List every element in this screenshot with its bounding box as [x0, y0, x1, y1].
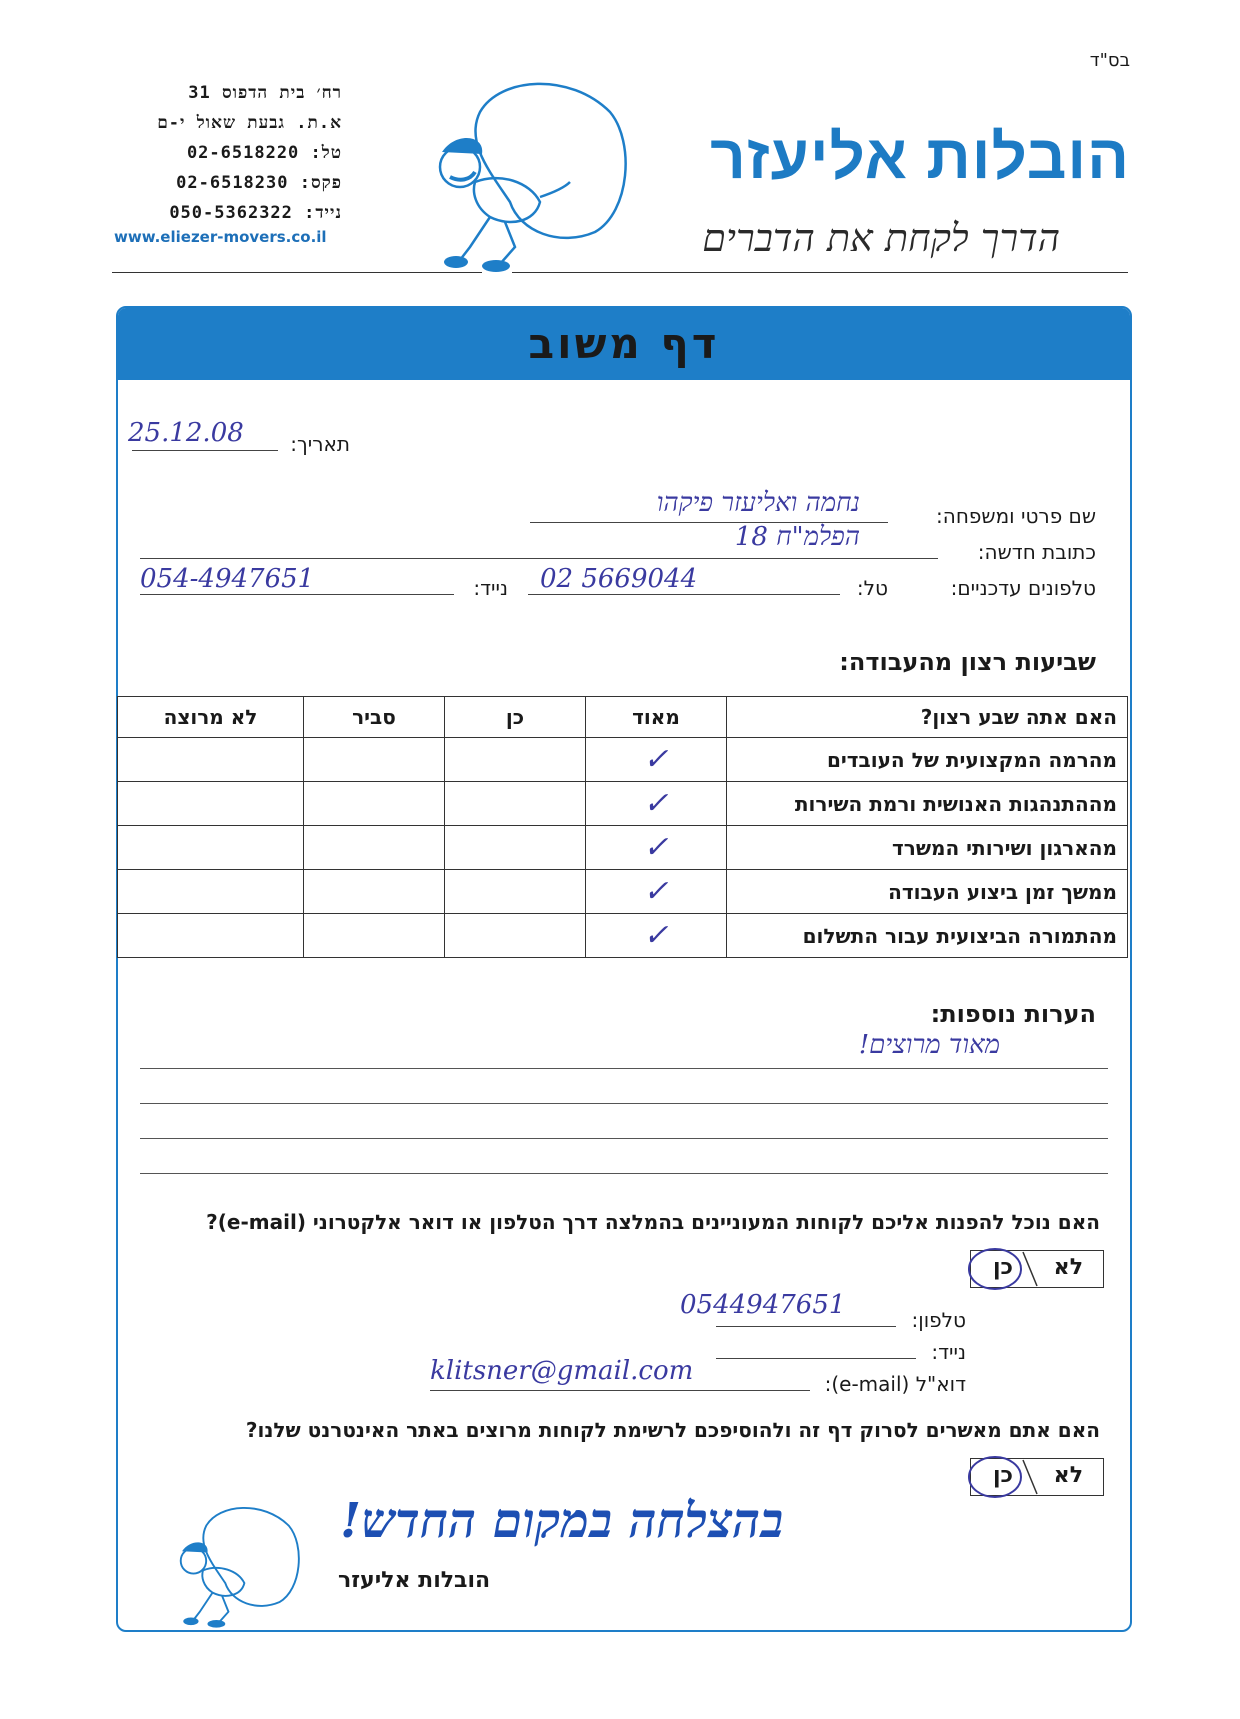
consent-selection-circle	[965, 1452, 1105, 1502]
date-value[interactable]: 25.12.08	[128, 418, 244, 448]
checkmark[interactable]: ✓	[586, 870, 727, 914]
contact-address: רח׳ בית הדפוס 31	[188, 83, 342, 103]
address-label: כתובת חדשה:	[977, 540, 1096, 564]
notes-lines	[140, 1068, 1108, 1174]
checkmark[interactable]: ✓	[586, 826, 727, 870]
referral-phone-label: טלפון:	[911, 1308, 966, 1332]
closing-greeting: בהצלחה במקום החדש!	[340, 1493, 784, 1549]
company-brand-name: הובלות אליעזר	[710, 123, 1130, 192]
table-row	[118, 738, 1128, 782]
tel-line	[528, 594, 840, 595]
name-label: שם פרטי ומשפחה:	[936, 504, 1096, 528]
mobile-line	[140, 594, 454, 595]
referral-email-value[interactable]: klitsner@gmail.com	[430, 1356, 694, 1386]
notes-title: הערות נוספות:	[930, 1000, 1096, 1028]
header-divider-left	[112, 272, 482, 273]
name-value[interactable]: נחמה ואליעזר פיקהו	[656, 488, 860, 518]
table-row	[118, 870, 1128, 914]
cell-unsatisfied[interactable]	[118, 826, 304, 870]
cell-reasonable[interactable]	[304, 782, 445, 826]
phones-label: טלפונים עדכניים:	[950, 576, 1096, 600]
mover-mascot-logo	[420, 72, 640, 272]
date-label: תאריך:	[290, 432, 350, 456]
referral-email-line	[430, 1390, 810, 1391]
row-question: מהתמורה הביצועית עבור התשלום	[727, 914, 1128, 958]
notes-line	[140, 1173, 1108, 1174]
referral-phone-line	[716, 1326, 896, 1327]
row-question: מהארגון ושירותי המשרד	[727, 826, 1128, 870]
contact-area: א.ת. גבעת שאול י-ם	[157, 113, 342, 133]
referral-selection-circle	[965, 1244, 1105, 1294]
contact-phone: טל: 02-6518220	[186, 143, 342, 163]
col-question: האם אתה שבע רצון?	[727, 697, 1128, 738]
cell-reasonable[interactable]	[304, 914, 445, 958]
consent-yes-option[interactable]: כן	[993, 1463, 1014, 1488]
cell-unsatisfied[interactable]	[118, 782, 304, 826]
tel-value[interactable]: 02 5669044	[540, 564, 698, 594]
notes-line	[140, 1068, 1108, 1069]
address-line	[140, 558, 938, 559]
referral-mobile-line	[716, 1358, 916, 1359]
referral-question: האם נוכל להפנות אליכם לקוחות המעוניינים בהמלצה דרך הטלפון או דואר אלקטרוני (e-mail)?	[206, 1210, 1100, 1234]
row-question: מהרמה המקצועית של העובדים	[727, 738, 1128, 782]
company-slogan: הדרך לקחת את הדברים	[702, 216, 1060, 260]
checkmark[interactable]: ✓	[586, 914, 727, 958]
col-yes: כן	[445, 697, 586, 738]
row-question: מההתנהגות האנושית ורמת השירות	[727, 782, 1128, 826]
checkmark[interactable]: ✓	[586, 738, 727, 782]
row-question: ממשך זמן ביצוע העבודה	[727, 870, 1128, 914]
referral-no-option[interactable]: לא	[1053, 1255, 1083, 1280]
notes-text[interactable]: מאוד מרוצים!	[858, 1030, 1000, 1060]
col-very: מאוד	[586, 697, 727, 738]
cell-reasonable[interactable]	[304, 826, 445, 870]
cell-yes[interactable]	[445, 870, 586, 914]
cell-yes[interactable]	[445, 914, 586, 958]
consent-no-option[interactable]: לא	[1053, 1463, 1083, 1488]
cell-yes[interactable]	[445, 826, 586, 870]
closing-signature: הובלות אליעזר	[338, 1568, 491, 1593]
card-title: דף משוב	[528, 319, 720, 368]
notes-line	[140, 1138, 1108, 1139]
mover-mascot-small	[168, 1500, 308, 1628]
cell-unsatisfied[interactable]	[118, 738, 304, 782]
col-unsatisfied: לא מרוצה	[118, 697, 304, 738]
cell-reasonable[interactable]	[304, 870, 445, 914]
cell-unsatisfied[interactable]	[118, 870, 304, 914]
cell-yes[interactable]	[445, 782, 586, 826]
referral-phone-value[interactable]: 0544947651	[680, 1290, 846, 1320]
table-row	[118, 826, 1128, 870]
mobile-label: נייד:	[473, 576, 508, 600]
table-row	[118, 782, 1128, 826]
referral-yes-option[interactable]: כן	[993, 1255, 1014, 1280]
mobile-value[interactable]: 054-4947651	[140, 564, 315, 594]
consent-question: האם אתם מאשרים לסרוק דף זה ולהוסיפכם לרשימת לקוחות מרוצים באתר האינטרנט שלנו?	[245, 1418, 1100, 1442]
date-line	[132, 450, 278, 451]
tel-label: טל:	[856, 576, 888, 600]
col-reasonable: סביר	[304, 697, 445, 738]
table-row	[118, 914, 1128, 958]
cell-unsatisfied[interactable]	[118, 914, 304, 958]
cell-yes[interactable]	[445, 738, 586, 782]
referral-email-label: דוא"ל (e-mail):	[824, 1372, 966, 1396]
cell-reasonable[interactable]	[304, 738, 445, 782]
satisfaction-title: שביעות רצון מהעבודה:	[839, 648, 1096, 676]
satisfaction-table	[117, 696, 1128, 958]
contact-fax: פקס: 02-6518230	[176, 173, 342, 193]
contact-mobile: נייד: 050-5362322	[169, 203, 342, 223]
table-header-row	[118, 697, 1128, 738]
address-value[interactable]: הפלמ"ח 18	[734, 522, 860, 552]
notes-line	[140, 1103, 1108, 1104]
company-website: www.eliezer-movers.co.il	[114, 228, 327, 246]
bsd-mark: בס"ד	[1089, 50, 1130, 71]
checkmark[interactable]: ✓	[586, 782, 727, 826]
referral-mobile-label: נייד:	[931, 1340, 966, 1364]
header-divider-right	[512, 272, 1128, 273]
company-contact-block	[112, 78, 342, 228]
